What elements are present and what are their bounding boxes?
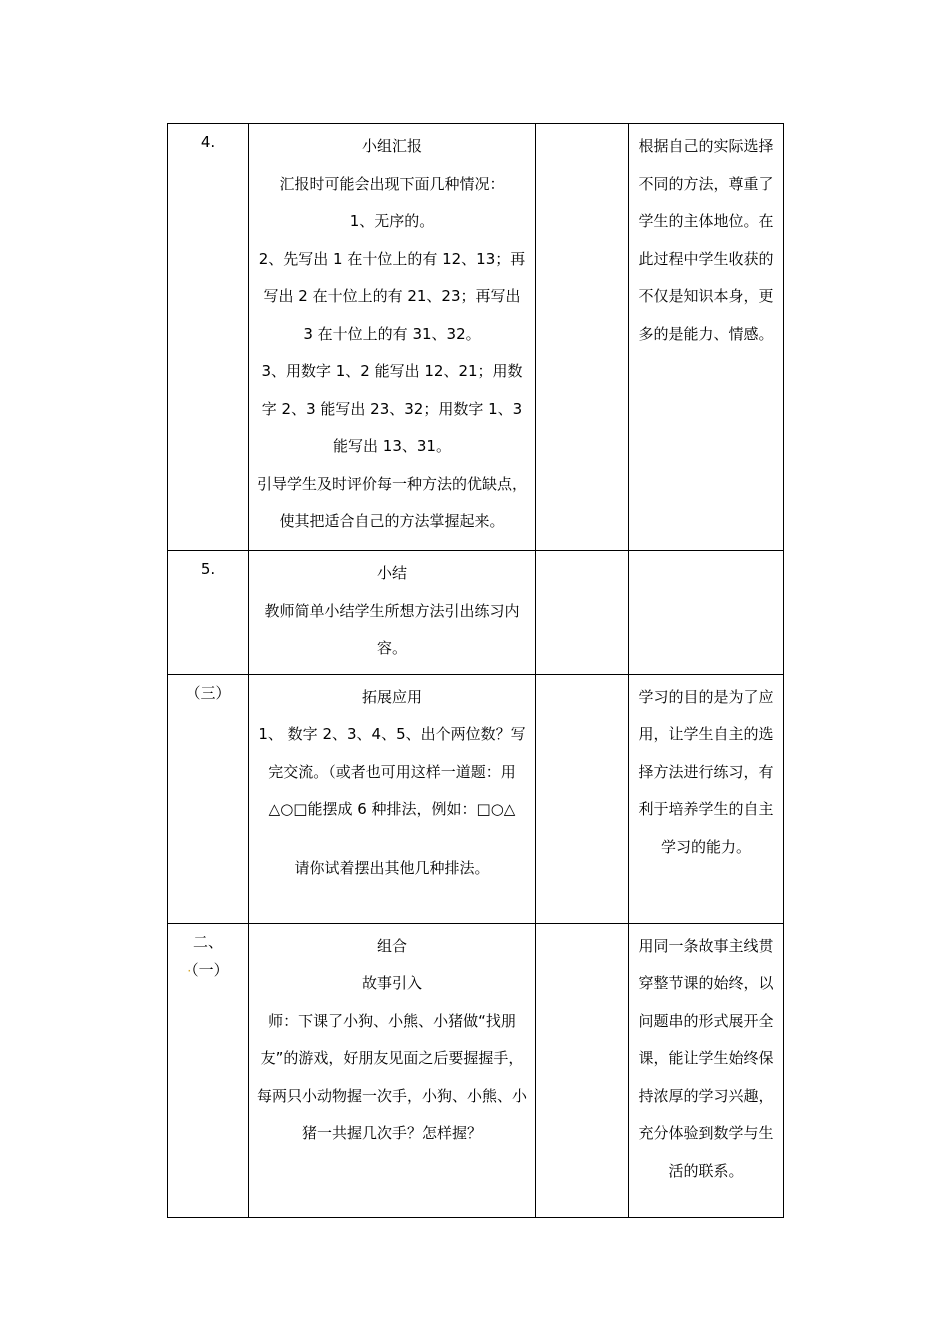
activity-line: 1、无序的。 [349,212,435,230]
activity-line: 3、用数字 1、2 能写出 12、21；用数字 2、3 能写出 23、32；用数字 1、3 能写出 13、31。 [261,362,523,455]
step-number-cell [168,923,249,1217]
activity-line: 汇报时可能会出现下面几种情况： [279,174,505,193]
activity-cell [249,923,536,1217]
table-row [168,923,784,1217]
design-note: 用同一条故事主线贯穿整节课的始终，以问题串的形式展开全课，能让学生始终保持浓厚的学习兴趣，充分体验到数学与生活的联系。 [629,923,784,1217]
activity-cell [249,674,536,923]
activity-title: 组合 [376,936,407,955]
activity-cell [249,551,536,675]
design-note [629,551,784,675]
empty-cell [536,124,629,551]
activity-line: 1、 数字 2、3、4、5、出个两位数？写完交流。（或者也可用这样一道题：用△○□能摆成 6 种排法，例如：□○△ [258,725,526,818]
empty-cell [536,674,629,923]
activity-title: 小组汇报 [361,137,422,155]
activity-line: 2、先写出 1 在十位上的有 12、13；再写出 2 在十位上的有 21、23；再写出 3 在十位上的有 31、32。 [258,249,526,343]
step-number: 5. [168,551,249,675]
step-number: （三） [168,674,249,923]
activity-title: 小结 [376,564,407,582]
design-note: 根据自己的实际选择不同的方法，尊重了学生的主体地位。在此过程中学生收获的不仅是知识本身，更多的是能力、情感。 [629,124,784,551]
empty-cell [536,551,629,675]
step-number: 二、 [192,932,223,951]
spacer [257,829,527,850]
design-note: 学习的目的是为了应用，让学生自主的选择方法进行练习，有利于培养学生的自主学习的能力。 [629,674,784,923]
edit-mark-icon: · [187,963,192,978]
step-subnumber: （一） [191,960,229,979]
activity-line: 教师简单小结学生所想方法引出练习内容。 [264,601,520,657]
activity-title: 拓展应用 [361,687,422,706]
lesson-plan-table [167,123,784,1218]
step-number: 4. [168,124,249,551]
activity-subtitle: 故事引入 [361,974,422,992]
activity-line: 请你试着摆出其他几种排法。 [294,858,490,877]
activity-line: 引导学生及时评价每一种方法的优缺点，使其把适合自己的方法掌握起来。 [257,474,528,530]
activity-line: 师：下课了小狗、小熊、小猪做“找朋友”的游戏，好朋友见面之后要握握手，每两只小动物握一次手，小狗、小熊、小猪一共握几次手？怎样握？ [257,1011,528,1142]
activity-cell [249,124,536,551]
table-row [168,124,784,551]
empty-cell [536,923,629,1217]
table-row [168,674,784,923]
table-row [168,551,784,675]
